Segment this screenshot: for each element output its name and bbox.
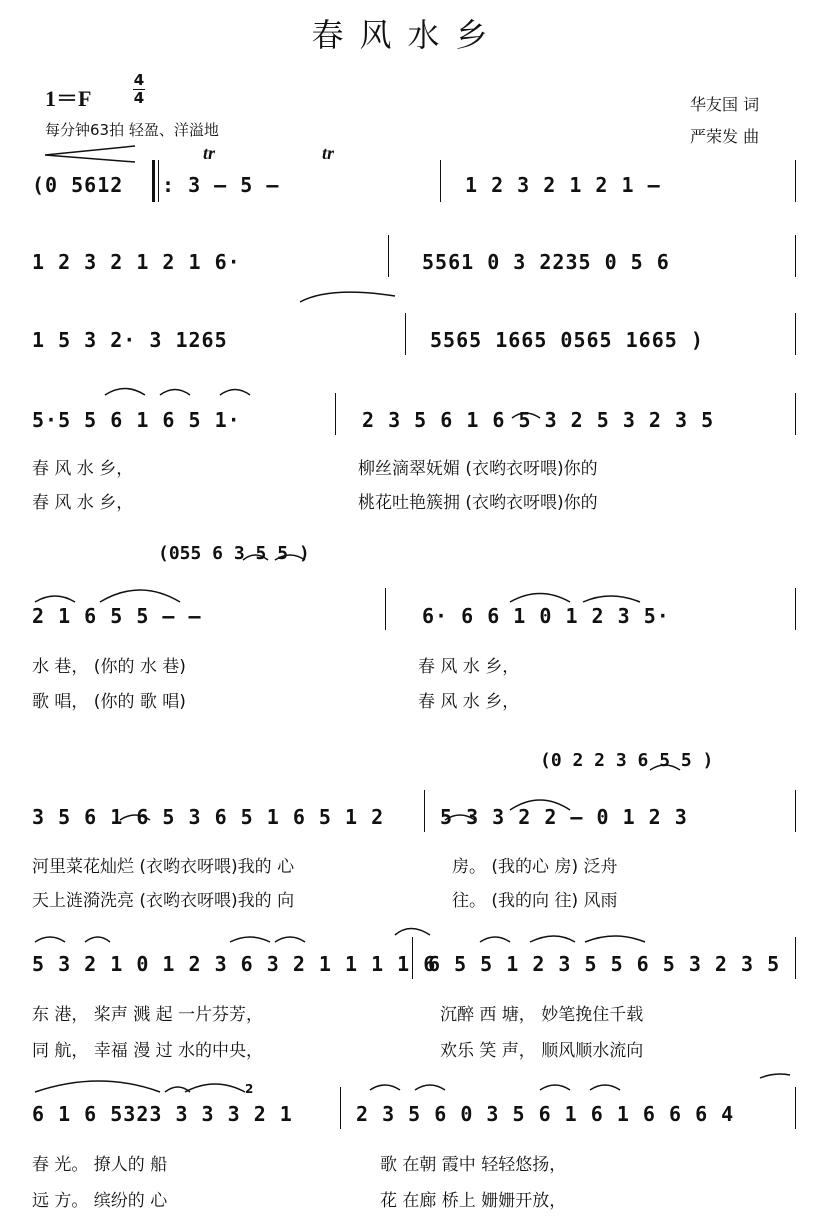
barline (795, 235, 796, 277)
notes-system8-m1: 6 1 6 5323 3 3 3 2 1 (32, 1102, 293, 1126)
lyrics-verse2-s4a: 春 风 水 乡， (32, 493, 134, 513)
notes-system5-m1: 2 1 6 5 5 – – (32, 604, 202, 628)
time-signature (133, 72, 145, 107)
barline (795, 160, 796, 202)
barline (795, 313, 796, 355)
lyrics-verse1-s6a: 河里菜花灿烂 (衣哟衣呀喂)我的 心 (32, 857, 295, 877)
lyrics-verse1-s5b: 春 风 水 乡， (418, 657, 520, 677)
notes-system1-m1: : 3 – 5 – (162, 173, 280, 197)
lyrics-verse2-s4b: 桃花吐艳簇拥 (衣哟衣呀喂)你的 (358, 493, 598, 513)
notes-system2-m2: 5561 0 3 2235 0 5 6 (422, 250, 670, 274)
lyrics-verse1-s6b: 房。 (我的心 房) 泛舟 (452, 857, 618, 877)
lyrics-verse2-s6b: 往。 (我的向 往) 风雨 (452, 891, 618, 911)
notes-system4-m1: 5·5 5 6 1 6 5 1· (32, 408, 241, 432)
interlude-above-s5: (055 6 3 5 5 ) (158, 543, 310, 564)
barline (440, 160, 441, 202)
barline (340, 1087, 341, 1129)
notes-system5-m2: 6· 6 6 1 0 1 2 3 5· (422, 604, 670, 628)
crescendo-hairpin (45, 146, 135, 162)
barline (335, 393, 336, 435)
trill-mark-1: tr (203, 143, 216, 163)
notes-system3-m1: 1 5 3 2· 3 1265 (32, 328, 228, 352)
lyrics-verse1-s8a: 春 光。 撩人的 船 (32, 1155, 168, 1175)
tempo-marking: 每分钟63拍 轻盈、洋溢地 (45, 121, 219, 139)
barline (795, 937, 796, 979)
interlude-above-s6: (0 2 2 3 6 5 5 ) (540, 750, 714, 771)
barline (795, 393, 796, 435)
notes-system6-m2: 5 3 3 2 2 – 0 1 2 3 (440, 805, 688, 829)
trill-mark-2: tr (322, 143, 335, 163)
lyrics-verse1-s5a: 水 巷， (你的 水 巷) (32, 657, 186, 677)
grace-note: 2 (245, 1082, 254, 1096)
lyrics-verse1-s8b: 歌 在朝 霞中 轻轻悠扬， (380, 1155, 567, 1175)
barline (795, 790, 796, 832)
lyrics-verse2-s5a: 歌 唱， (你的 歌 唱) (32, 692, 186, 712)
lyrics-verse2-s6a: 天上涟漪洗亮 (衣哟衣呀喂)我的 向 (32, 891, 295, 911)
time-signature-bottom: 4 (133, 89, 145, 107)
barline (412, 937, 413, 979)
notes-system3-m2: 5565 1665 0565 1665 ) (430, 328, 704, 352)
notes-system6-m1: 3 5 6 1 6 5 3 6 5 1 6 5 1 2 (32, 805, 385, 829)
notes-system1-m2: 1 2 3 2 1 2 1 – (465, 173, 661, 197)
song-title: 春风水乡 (311, 16, 504, 54)
lyrics-verse1-s7b: 沉醉 西 塘， 妙笔挽住千载 (440, 1005, 644, 1025)
time-signature-top: 4 (133, 71, 145, 89)
notes-system8-m2: 2 3 5 6 0 3 5 6 1 6 1 6 6 6 4 (356, 1102, 735, 1126)
repeat-barline (152, 160, 155, 202)
lyrics-verse1-s4a: 春 风 水 乡， (32, 459, 134, 479)
lyricist-credit: 华友国 词 (690, 95, 760, 114)
barline (795, 1087, 796, 1129)
notes-system7-m2: 6 5 5 1 2 3 5 5 6 5 3 2 3 5 (428, 952, 781, 976)
lyrics-verse2-s8b: 花 在廊 桥上 姗姗开放， (380, 1191, 567, 1211)
barline (158, 160, 159, 202)
barline (424, 790, 425, 832)
lyrics-verse1-s7a: 东 港， 桨声 溅 起 一片芬芳， (32, 1005, 264, 1025)
notes-system7-m1: 5 3 2 1 0 1 2 3 6 3 2 1 1 1 1 6 (32, 952, 437, 976)
lyrics-verse2-s7a: 同 航， 幸福 漫 过 水的中央， (32, 1041, 264, 1061)
key-signature: 1＝F (45, 86, 92, 111)
barline (795, 588, 796, 630)
barline (405, 313, 406, 355)
lyrics-verse2-s7b: 欢乐 笑 声， 顺风顺水流向 (440, 1041, 644, 1061)
barline (385, 588, 386, 630)
notes-system2-m1: 1 2 3 2 1 2 1 6· (32, 250, 241, 274)
notes-system1-intro: (0 5612 (32, 173, 124, 197)
composer-credit: 严荣发 曲 (690, 127, 760, 146)
lyrics-verse2-s8a: 远 方。 缤纷的 心 (32, 1191, 168, 1211)
notes-system4-m2: 2 3 5 6 1 6 5 3 2 5 3 2 3 5 (362, 408, 715, 432)
lyrics-verse1-s4b: 柳丝滴翠妩媚 (衣哟衣呀喂)你的 (358, 459, 598, 479)
barline (388, 235, 389, 277)
lyrics-verse2-s5b: 春 风 水 乡， (418, 692, 520, 712)
